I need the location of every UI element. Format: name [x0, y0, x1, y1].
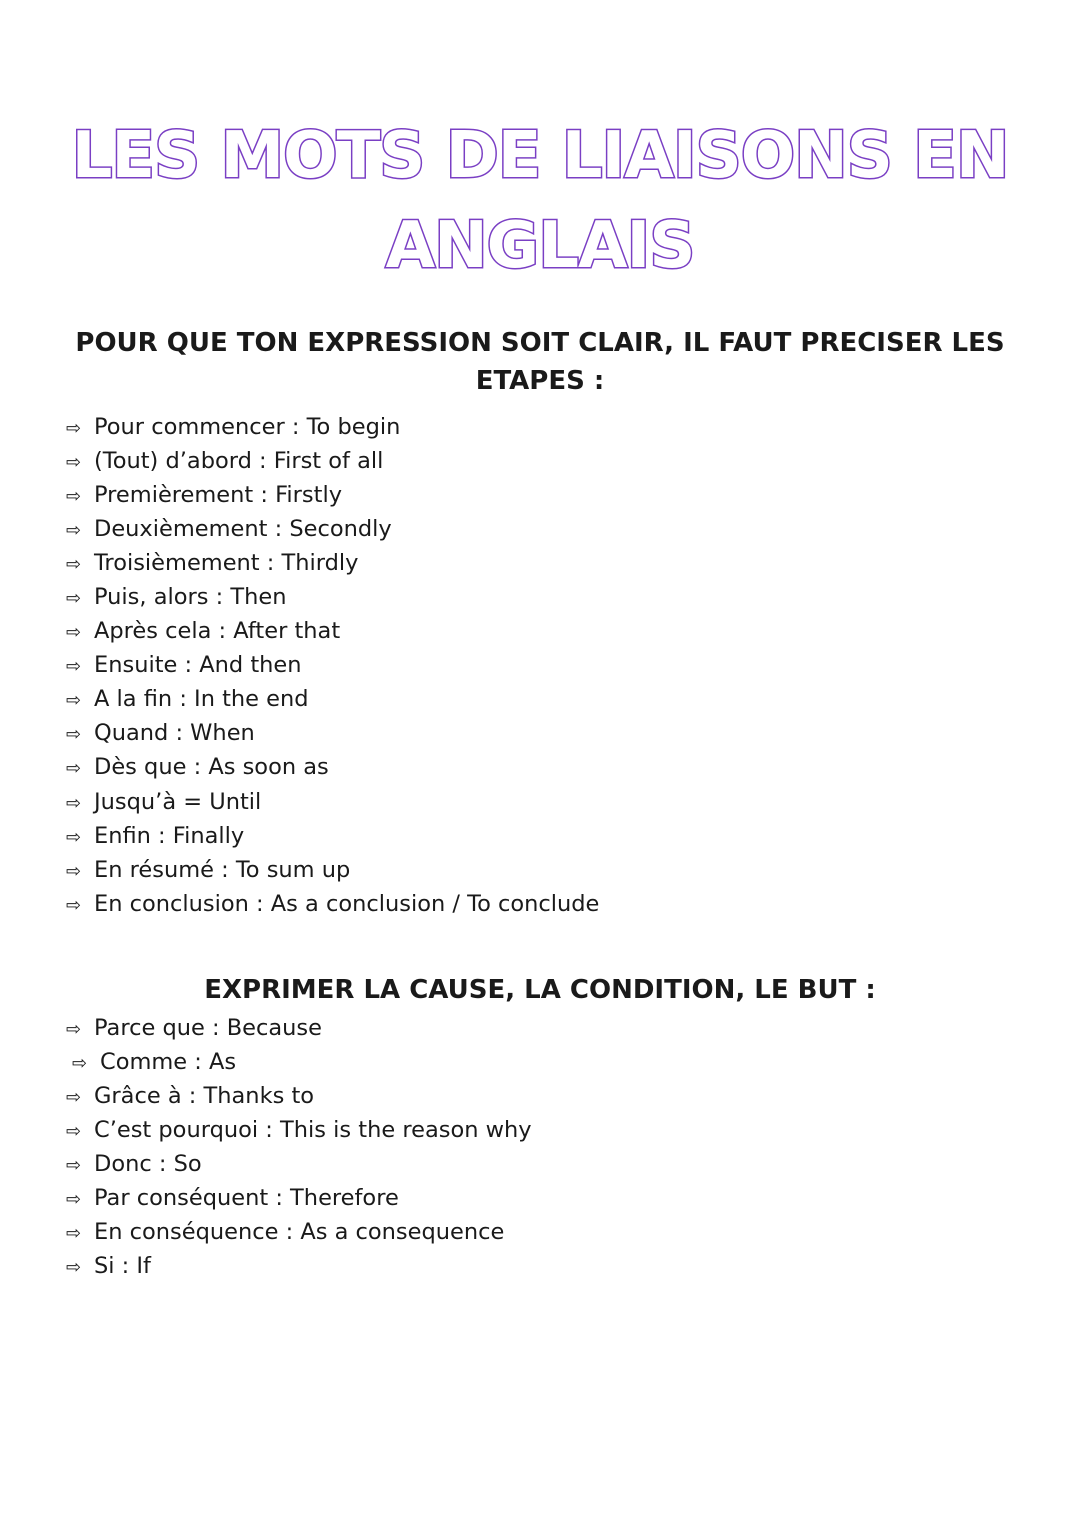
list-item: ⇨ Ensuite : And then	[66, 648, 599, 682]
page-title-line-2: ANGLAIS	[385, 208, 695, 283]
list-item: ⇨ Par conséquent : Therefore	[66, 1181, 532, 1215]
list-item: ⇨ En conséquence : As a consequence	[66, 1215, 532, 1249]
list-item: ⇨ En résumé : To sum up	[66, 853, 599, 887]
right-arrow-icon: ⇨	[66, 792, 82, 814]
list-item: ⇨ C’est pourquoi : This is the reason why	[66, 1113, 532, 1147]
right-arrow-icon: ⇨	[66, 826, 82, 848]
page-title-line-1: LES MOTS DE LIAISONS EN	[71, 118, 1009, 193]
right-arrow-icon: ⇨	[66, 554, 82, 576]
list-item: ⇨ Pour commencer : To begin	[66, 410, 599, 444]
right-arrow-icon: ⇨	[66, 1155, 82, 1177]
list-item: ⇨ Si : If	[66, 1249, 532, 1283]
right-arrow-icon: ⇨	[66, 452, 82, 474]
list-item: ⇨ Dès que : As soon as	[66, 750, 599, 784]
right-arrow-icon: ⇨	[66, 588, 82, 610]
page-title	[0, 111, 1080, 291]
right-arrow-icon: ⇨	[66, 1257, 82, 1279]
right-arrow-icon: ⇨	[72, 1053, 88, 1075]
steps-list	[66, 410, 599, 921]
right-arrow-icon: ⇨	[66, 622, 82, 644]
section-heading-cause: EXPRIMER LA CAUSE, LA CONDITION, LE BUT :	[204, 975, 876, 1005]
right-arrow-icon: ⇨	[66, 1019, 82, 1040]
right-arrow-icon: ⇨	[66, 418, 82, 439]
list-item: ⇨ Troisièmement : Thirdly	[66, 546, 599, 580]
right-arrow-icon: ⇨	[66, 894, 82, 916]
right-arrow-icon: ⇨	[66, 860, 82, 882]
list-item: ⇨ Après cela : After that	[66, 614, 599, 648]
list-item: ⇨ Donc : So	[66, 1147, 532, 1181]
list-item: ⇨ Grâce à : Thanks to	[66, 1079, 532, 1113]
right-arrow-icon: ⇨	[66, 486, 82, 508]
list-item: ⇨ En conclusion : As a conclusion / To conclude	[66, 887, 599, 921]
list-item: ⇨ Comme : As	[66, 1045, 532, 1079]
list-item: ⇨ Jusqu’à = Until	[66, 785, 599, 819]
list-item: ⇨ Deuxièmement : Secondly	[66, 512, 599, 546]
list-item: ⇨ Puis, alors : Then	[66, 580, 599, 614]
list-item: ⇨ Quand : When	[66, 716, 599, 750]
right-arrow-icon: ⇨	[66, 520, 82, 542]
right-arrow-icon: ⇨	[66, 1087, 82, 1109]
right-arrow-icon: ⇨	[66, 690, 82, 712]
list-item: ⇨ Enfin : Finally	[66, 819, 599, 853]
right-arrow-icon: ⇨	[66, 724, 82, 746]
cause-list	[66, 1011, 532, 1283]
right-arrow-icon: ⇨	[66, 1189, 82, 1211]
list-item: ⇨ Premièrement : Firstly	[66, 478, 599, 512]
section-heading-steps: POUR QUE TON EXPRESSION SOIT CLAIR, IL FAUT PRECISER LES ETAPES :	[75, 328, 1005, 396]
right-arrow-icon: ⇨	[66, 1223, 82, 1245]
right-arrow-icon: ⇨	[66, 656, 82, 678]
list-item: ⇨ (Tout) d’abord : First of all	[66, 444, 599, 478]
list-item: ⇨ Parce que : Because	[66, 1011, 532, 1045]
list-item: ⇨ A la fin : In the end	[66, 682, 599, 716]
right-arrow-icon: ⇨	[66, 758, 82, 780]
right-arrow-icon: ⇨	[66, 1121, 82, 1143]
